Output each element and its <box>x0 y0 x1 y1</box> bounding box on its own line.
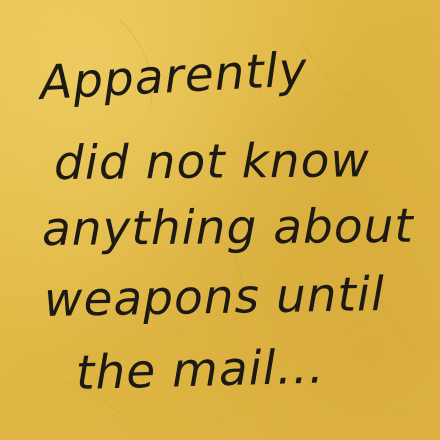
note-line-2: did not know <box>53 133 371 191</box>
note-line-4: weapons until <box>43 267 386 328</box>
note-line-5: the mail... <box>75 339 326 401</box>
note-line-3: anything about <box>41 198 415 257</box>
note-line-1: Apparently <box>38 42 309 111</box>
